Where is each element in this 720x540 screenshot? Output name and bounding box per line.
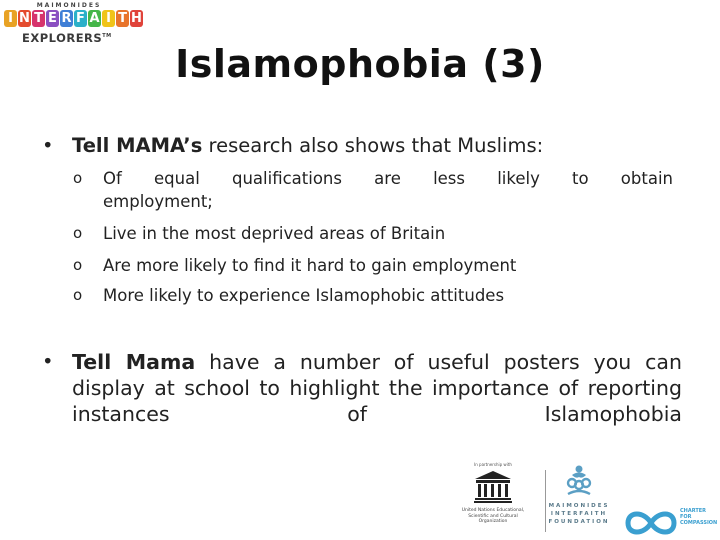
bullet-marker: • bbox=[42, 134, 54, 157]
logo-letter: F bbox=[74, 10, 87, 27]
subpoint-marker: o bbox=[73, 224, 83, 242]
logo-letter: R bbox=[61, 11, 72, 26]
unesco-caption: United Nations Educational, Scientific and Cultural Organization bbox=[461, 508, 525, 524]
bullet-posters bbox=[42, 349, 682, 453]
partnership-text: In partnership with bbox=[474, 462, 512, 467]
unesco-temple-icon bbox=[474, 470, 512, 504]
subpoint-text: Of equal qualifications are less likely to obtain bbox=[103, 169, 673, 188]
subpoint-attitudes bbox=[73, 284, 673, 307]
infinity-icon bbox=[624, 508, 678, 538]
logo-letter: I bbox=[102, 10, 115, 27]
subpoint-marker: o bbox=[73, 169, 83, 187]
logo-letter: T bbox=[32, 10, 45, 27]
unesco-logo bbox=[448, 462, 538, 534]
subpoint-text: Are more likely to find it hard to gain employment bbox=[103, 256, 517, 275]
bullet-bold-text: Tell Mama bbox=[72, 350, 196, 374]
logo-letter: T bbox=[116, 10, 129, 27]
logo-bottom-text: EXPLORERS™ bbox=[22, 31, 112, 45]
logo-top-text: MAIMONIDES bbox=[36, 2, 102, 9]
maimonides-foundation-logo bbox=[536, 462, 622, 538]
subpoint-marker: o bbox=[73, 286, 83, 304]
slide-title: Islamophobia (3) bbox=[175, 42, 545, 86]
subpoint-deprived-areas bbox=[73, 222, 673, 245]
logo-letter: I bbox=[4, 10, 17, 27]
logo-letter: N bbox=[19, 11, 30, 26]
subpoint-qualifications bbox=[73, 167, 673, 213]
logo-letter: H bbox=[131, 11, 142, 26]
subpoint-text-cont: employment; bbox=[103, 192, 213, 211]
subpoint-text: Live in the most deprived areas of Britain bbox=[103, 224, 446, 243]
subpoint-text: More likely to experience Islamophobic attitudes bbox=[103, 286, 505, 305]
logo-letter: A bbox=[89, 11, 100, 26]
logo-wordmark bbox=[4, 10, 144, 27]
bullet-bold-text: Tell MAMA’s bbox=[72, 134, 203, 157]
subpoint-employment bbox=[73, 254, 673, 277]
charter-for-compassion-logo bbox=[624, 506, 720, 540]
bullet-marker: • bbox=[42, 350, 54, 373]
foundation-name: MAIMONIDES INTERFAITH FOUNDATION bbox=[548, 503, 610, 525]
logo-letter: E bbox=[46, 10, 59, 27]
bullet-research bbox=[42, 133, 682, 159]
bullet-text: have a number of useful posters you can display at school to highlight the importance of reporting instances of Islamophobia bbox=[72, 350, 682, 426]
subpoint-marker: o bbox=[73, 256, 83, 274]
charter-name: CHARTER FOR COMPASSION bbox=[680, 508, 718, 526]
foundation-emblem-icon bbox=[564, 464, 594, 500]
bullet-text: research also shows that Muslims: bbox=[202, 134, 544, 157]
